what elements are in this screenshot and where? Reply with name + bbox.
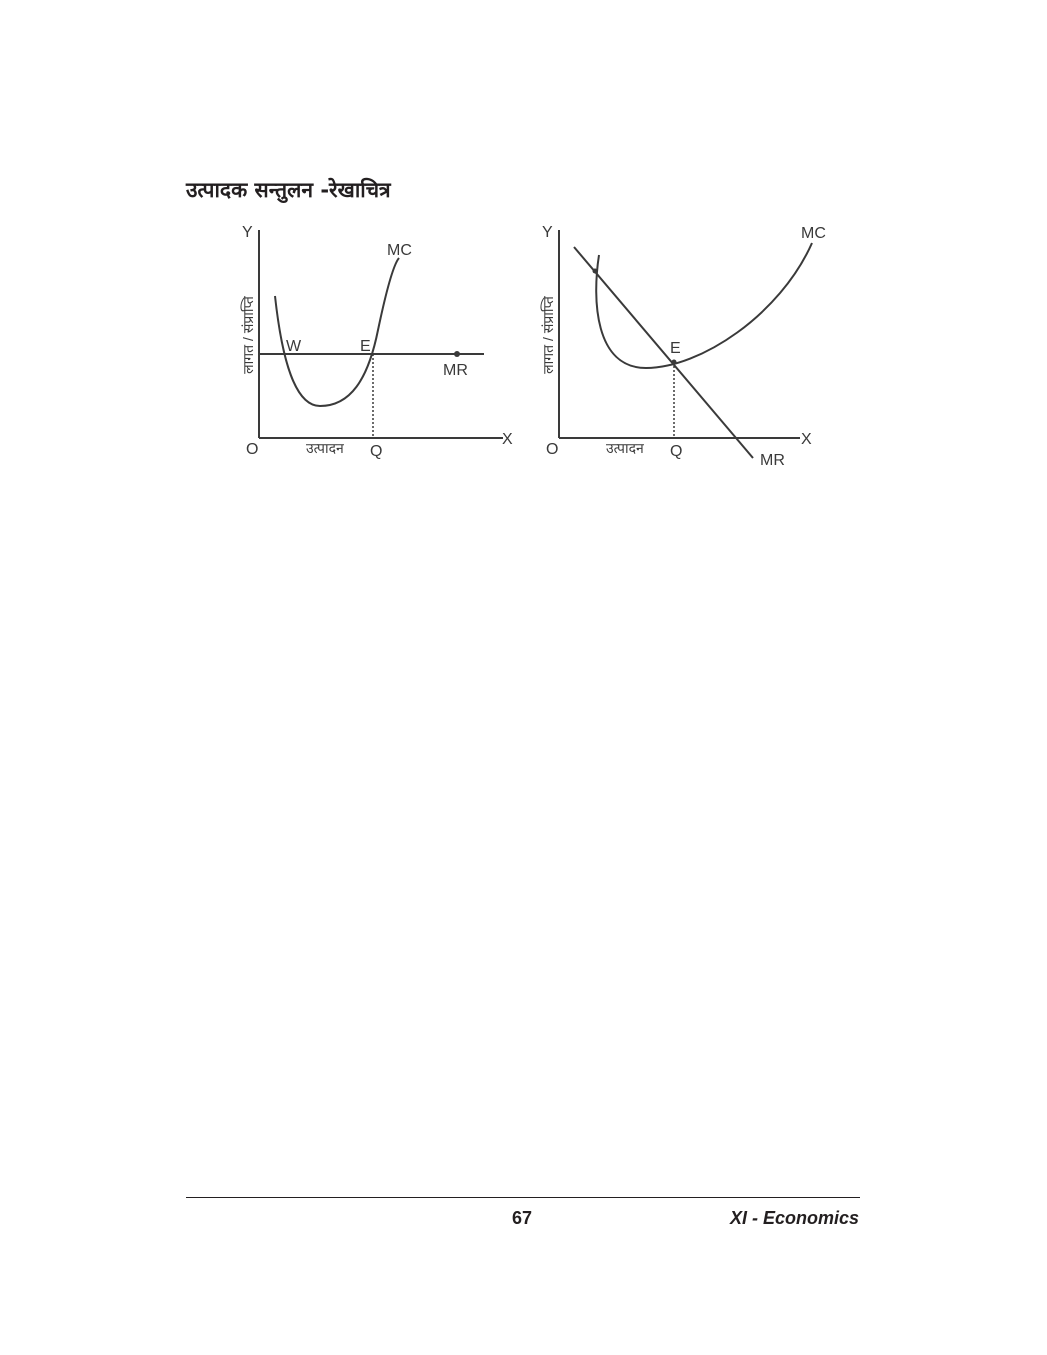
diagram-imperfect-competition [540, 224, 826, 469]
q-label: Q [670, 443, 683, 460]
y-axis-label: लागत / संप्राप्ति [540, 296, 556, 374]
section-heading: उत्पादक सन्तुलन -रेखाचित्र [186, 178, 391, 202]
q-label: Q [370, 443, 383, 460]
equilibrium-diagrams [0, 0, 1047, 520]
x-axis-label: उत्पादन [606, 440, 644, 456]
origin-label: O [546, 441, 559, 458]
origin-label: O [246, 441, 259, 458]
e-label: E [670, 340, 681, 357]
book-title: XI - Economics [729, 1208, 859, 1228]
y-axis-letter: Y [242, 224, 253, 241]
mc-mr-intersection-point [593, 269, 598, 274]
y-axis-label: लागत / संप्राप्ति [240, 296, 256, 374]
mr-label: MR [443, 362, 468, 379]
mc-curve [596, 243, 812, 368]
mr-point [454, 351, 460, 357]
mr-line [574, 247, 753, 458]
diagram-perfect-competition [240, 224, 513, 460]
x-axis-label: उत्पादन [306, 440, 344, 456]
mc-label: MC [801, 225, 826, 242]
mr-label: MR [760, 452, 785, 469]
mc-curve [275, 258, 399, 406]
x-axis-letter: X [801, 431, 812, 448]
page-number: 67 [511, 1208, 533, 1228]
w-label: W [286, 338, 302, 355]
mc-label: MC [387, 242, 412, 259]
footer-divider [186, 1197, 860, 1198]
x-axis-letter: X [502, 431, 513, 448]
y-axis-letter: Y [542, 224, 553, 241]
e-label: E [360, 338, 371, 355]
